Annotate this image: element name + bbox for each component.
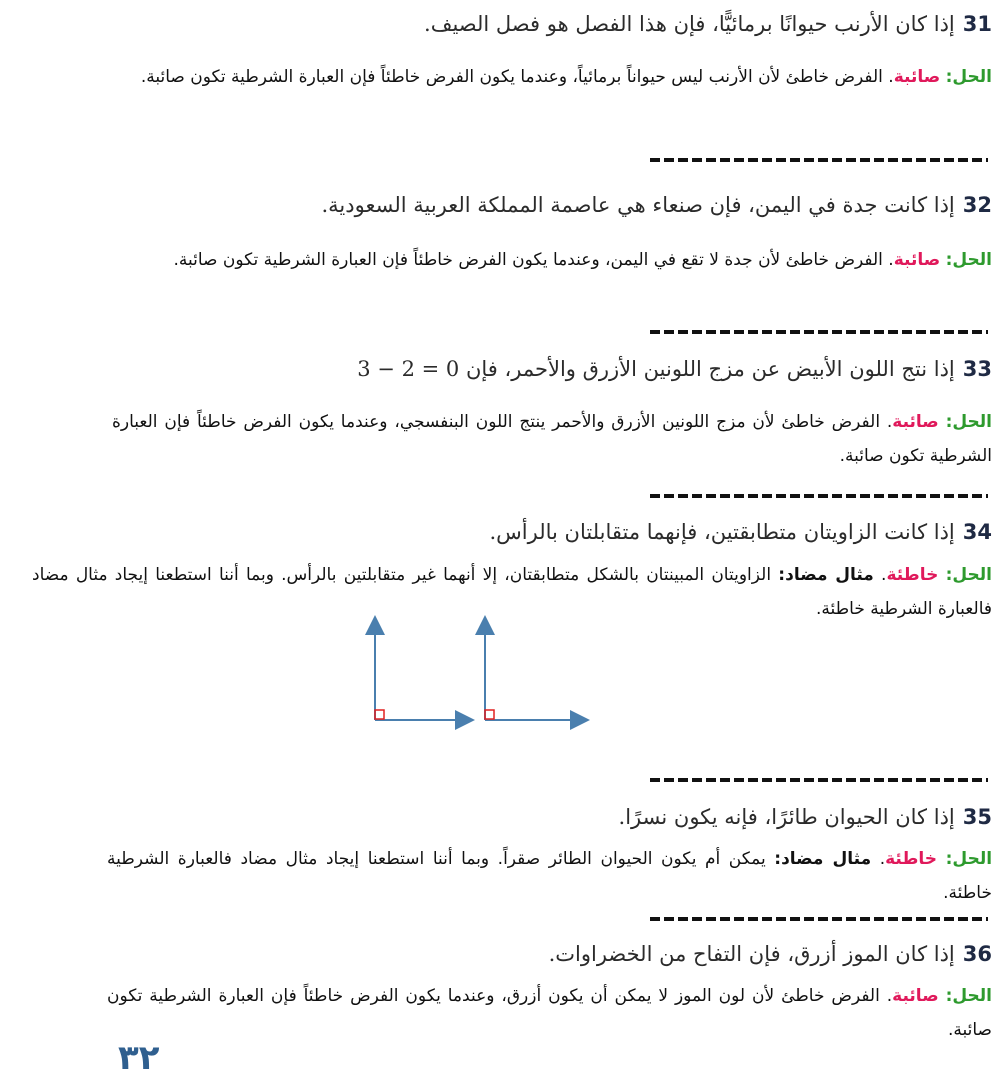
question-text: إذا كان الموز أزرق، فإن التفاح من الخضراوات.	[548, 942, 955, 966]
question-text: إذا كانت الزاويتان متطابقتين، فإنهما متقابلتان بالرأس.	[489, 520, 955, 544]
solution-label: الحل:	[945, 67, 992, 87]
question-text: إذا كانت جدة في اليمن، فإن صنعاء هي عاصمة المملكة العربية السعودية.	[321, 193, 955, 217]
solution-label: الحل:	[945, 250, 992, 270]
question-text: إذا كان الحيوان طائرًا، فإنه يكون نسرًا.	[618, 805, 955, 829]
solution-31: الحل: صائبة. الفرض خاطئ لأن الأرنب ليس حيواناً برمائياً، وعندما يكون الفرض خاطئاً فإن العبارة الشرطية تكون صائبة.	[140, 67, 992, 87]
solution-text: الزاويتان المبينتان بالشكل متطابقتان، إلا أنهما غير متقابلتين بالرأس. وبما أننا استطعنا إيجاد مثال مضاد فالعبارة الشرطية خاطئة.	[32, 565, 992, 619]
solution-36: الحل: صائبة. الفرض خاطئ لأن لون الموز لا يمكن أن يكون أزرق، وعندما يكون الفرض خاطئاً فإن العبارة الشرطية تكون صائبة.	[107, 986, 992, 1040]
solution-label: الحل:	[945, 986, 992, 1006]
solution-35: الحل: خاطئة. مثال مضاد: يمكن أم يكون الحيوان الطائر صقراً. وبما أننا استطعنا إيجاد مثال مضاد فالعبارة الشرطية خاطئة.	[107, 849, 993, 903]
question-text: إذا نتج اللون الأبيض عن مزج اللونين الأزرق والأحمر، فإن 0 = 2 − 3	[357, 357, 955, 381]
right-angle-1	[375, 625, 465, 720]
solution-32: الحل: صائبة. الفرض خاطئ لأن جدة لا تقع في اليمن، وعندما يكون الفرض خاطئاً فإن العبارة الشرطية تكون صائبة.	[173, 250, 992, 270]
verdict: صائبة	[892, 986, 939, 1006]
right-angle-mark-1	[375, 710, 384, 719]
question-34	[392, 520, 992, 544]
dashed-separator	[650, 917, 988, 921]
solution-label: الحل:	[945, 849, 993, 869]
dashed-separator	[650, 158, 988, 162]
dashed-separator	[650, 494, 988, 498]
question-number: 31	[962, 12, 992, 36]
verdict: خاطئة	[885, 849, 938, 869]
question-number: 36	[962, 942, 992, 966]
question-31	[392, 12, 992, 36]
question-number: 35	[962, 805, 992, 829]
solution-label: الحل:	[945, 412, 992, 432]
solution-text: الفرض خاطئ لأن مزج اللونين الأزرق والأحمر ينتج اللون البنفسجي، وعندما يكون الفرض خاطئاً فإن العبارة الشرطية تكون صائبة.	[112, 412, 992, 466]
question-34-statement	[392, 520, 992, 544]
dashed-separator	[650, 778, 988, 782]
solution-text: يمكن أم يكون الحيوان الطائر صقراً. وبما أننا استطعنا إيجاد مثال مضاد فالعبارة الشرطية خاطئة.	[107, 849, 992, 903]
question-36	[392, 942, 992, 966]
verdict: صائبة	[893, 250, 941, 270]
verdict: خاطئة	[886, 565, 939, 585]
question-number: 32	[962, 193, 992, 217]
solution-text: الفرض خاطئ لأن لون الموز لا يمكن أن يكون أزرق، وعندما يكون الفرض خاطئاً فإن العبارة الشرطية تكون صائبة.	[107, 986, 992, 1040]
question-number: 33	[962, 357, 992, 381]
right-angle-mark-2	[485, 710, 494, 719]
right-angles-figure	[355, 615, 595, 745]
counterexample-label: مثال مضاد:	[774, 849, 872, 869]
dashed-separator	[650, 330, 988, 334]
solution-text: الفرض خاطئ لأن جدة لا تقع في اليمن، وعندما يكون الفرض خاطئاً فإن العبارة الشرطية تكون صائبة.	[173, 250, 889, 270]
question-number: 34	[962, 520, 992, 544]
counterexample-label: مثال مضاد:	[778, 565, 874, 585]
solution-34: الحل: خاطئة. مثال مضاد: الزاويتان المبينتان بالشكل متطابقتان، إلا أنهما غير متقابلتين بالرأس. وبما أننا استطعنا إيجاد مثال مضاد فالعبارة الشرطية خاطئة.	[32, 565, 993, 619]
question-35-statement	[492, 805, 992, 829]
question-36-statement	[392, 942, 992, 966]
question-31-statement	[392, 12, 992, 36]
question-32	[242, 193, 992, 217]
right-angle-2	[485, 625, 580, 720]
page-number: ٣٢	[118, 1038, 160, 1078]
question-text: إذا كان الأرنب حيوانًا برمائيًّا، فإن هذا الفصل هو فصل الصيف.	[424, 12, 955, 36]
question-35	[492, 805, 992, 829]
question-33	[242, 357, 992, 381]
solution-label: الحل:	[945, 565, 993, 585]
question-32-statement	[242, 193, 992, 217]
solution-33: الحل: صائبة. الفرض خاطئ لأن مزج اللونين الأزرق والأحمر ينتج اللون البنفسجي، وعندما يكون الفرض خاطئاً فإن العبارة الشرطية تكون صائبة.	[112, 412, 992, 466]
verdict: صائبة	[892, 412, 939, 432]
solution-text: الفرض خاطئ لأن الأرنب ليس حيواناً برمائياً، وعندما يكون الفرض خاطئاً فإن العبارة الشرطية تكون صائبة.	[140, 67, 889, 87]
question-33-statement	[242, 357, 992, 381]
verdict: صائبة	[893, 67, 941, 87]
